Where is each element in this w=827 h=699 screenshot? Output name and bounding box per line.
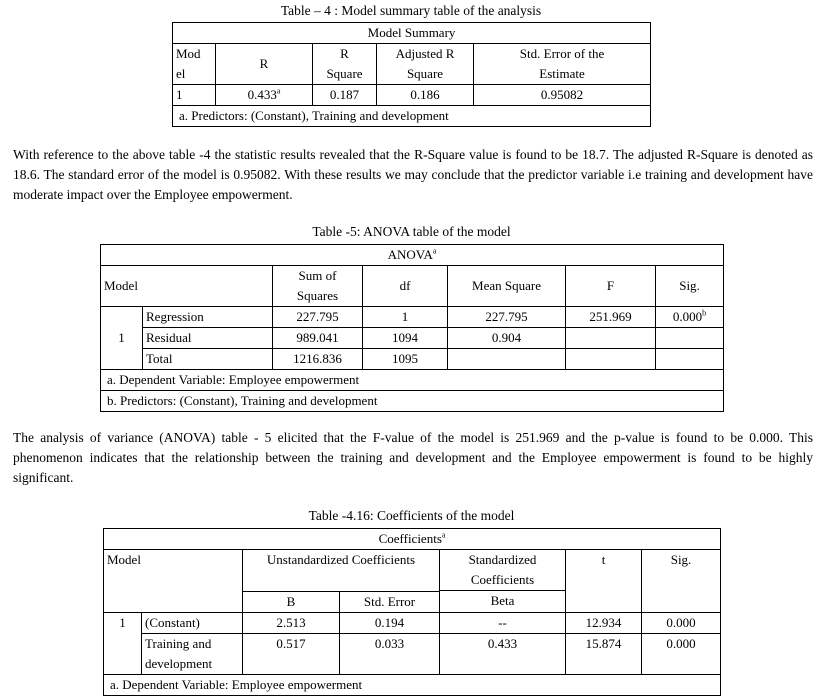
- header-f: F: [566, 266, 656, 307]
- header-model: Model: [101, 266, 273, 307]
- header-std-error: Std. Error of the Estimate: [474, 44, 651, 85]
- table-row: Total 1216.836 1095: [101, 349, 724, 370]
- model-number: 1: [101, 307, 143, 370]
- header-r: R: [216, 44, 313, 85]
- cell-r: 0.433$^a$: [216, 85, 313, 106]
- coefficients-table: [103, 528, 721, 696]
- paragraph: The analysis of variance (ANOVA) table - 5 elicited that the F-value of the model is 251.969 and the p-value is found to be 0.000. This phenomenon indicates that the relationship between the training and development and the Employee empowerment is found to be highly significant.: [13, 430, 813, 485]
- model-number: 1: [104, 612, 142, 674]
- header-sum-of-squares: Sum of Squares: [273, 266, 363, 307]
- table-row: 1 Regression 227.795 1 227.795 251.969 0.000$^b$: [101, 307, 724, 328]
- table-footnote: b. Predictors: (Constant), Training and development: [101, 391, 724, 412]
- table-row: Training and development 0.517 0.033 0.433 15.874 0.000: [104, 633, 721, 674]
- table4-caption: Table – 4 : Model summary table of the analysis: [280, 3, 542, 18]
- table-footnote: a. Predictors: (Constant), Training and development: [173, 106, 651, 127]
- header-unstandardized: Unstandardized Coefficients: [243, 550, 440, 592]
- header-model: Mod el: [173, 44, 216, 85]
- table-row: 1 0.433$^a$ 0.187 0.186 0.95082: [173, 85, 651, 106]
- coefficients-title: Coefficients$^a$: [104, 529, 721, 550]
- model-summary-title: Model Summary: [173, 23, 651, 44]
- header-beta: Beta: [440, 591, 566, 612]
- header-df: df: [363, 266, 448, 307]
- header-std-error: Std. Error: [340, 591, 440, 612]
- header-r-square: R Square: [313, 44, 377, 85]
- header-sig: Sig.: [642, 550, 721, 592]
- header-t: t: [566, 550, 642, 592]
- anova-title: ANOVA$^a$: [101, 245, 724, 266]
- anova-table: [100, 244, 724, 412]
- model-summary-table: [172, 22, 651, 127]
- header-b: B: [243, 591, 340, 612]
- table-footnote: a. Dependent Variable: Employee empowerment: [101, 370, 724, 391]
- header-mean-square: Mean Square: [448, 266, 566, 307]
- paragraph: With reference to the above table -4 the statistic results revealed that the R-Square value is found to be 18.7. The adjusted R-Square is denoted as 18.6. The standard error of the model is 0.95082. With these results we may conclude that the predictor variable i.e training and development have moderate impact over the Employee empowerment.: [13, 147, 813, 202]
- table5-caption: Table -5: ANOVA table of the model: [312, 224, 511, 239]
- table6-caption: Table -4.16: Coefficients of the model: [308, 508, 515, 523]
- table-row: 1 (Constant) 2.513 0.194 -- 12.934 0.000: [104, 612, 721, 633]
- header-adjusted-r-square: Adjusted R Square: [377, 44, 474, 85]
- table-row: Residual 989.041 1094 0.904: [101, 328, 724, 349]
- header-sig: Sig.: [656, 266, 724, 307]
- table-footnote: a. Dependent Variable: Employee empowerment: [104, 674, 721, 695]
- header-model: Model: [104, 550, 243, 592]
- header-standardized: Standardized Coefficients: [440, 550, 566, 591]
